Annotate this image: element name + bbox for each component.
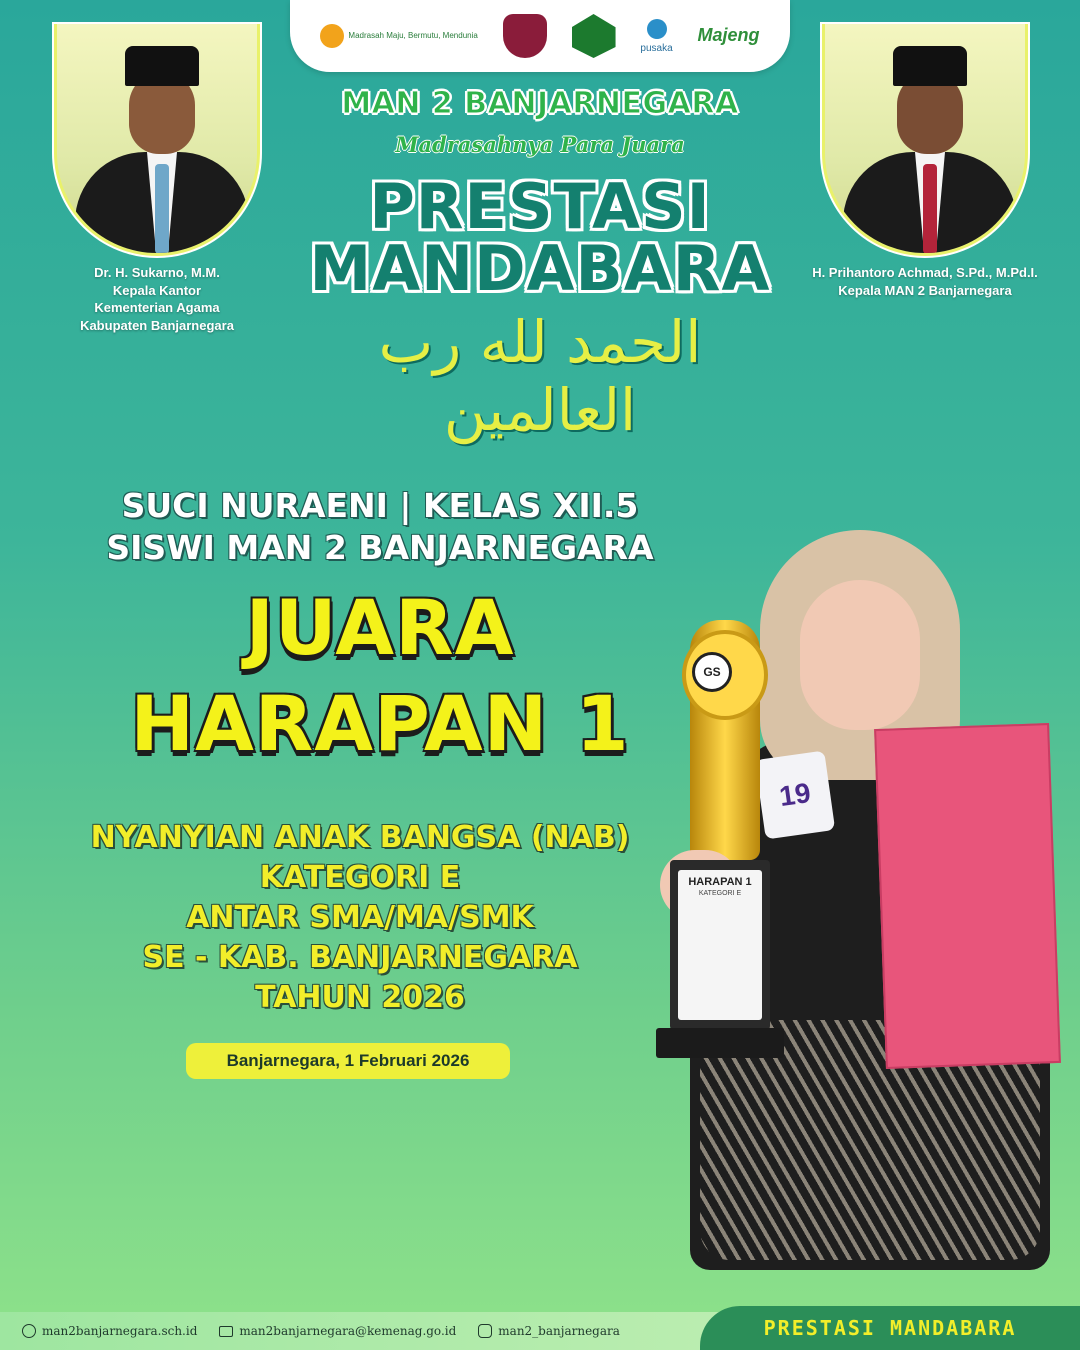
- official-right-caption: [795, 264, 1055, 299]
- man2-school-crest-logo: [503, 14, 547, 58]
- website-text: man2banjarnegara.sch.id: [42, 1324, 198, 1338]
- school-name: MAN 2 BANJARNEGARA: [341, 86, 739, 121]
- majeng-text: Majeng: [697, 25, 760, 46]
- trophy-foot: [656, 1028, 784, 1058]
- instagram-icon: [478, 1324, 492, 1338]
- event-line: ANTAR SMA/MA/SMK: [186, 900, 534, 935]
- instagram-text: man2_banjarnegara: [498, 1324, 620, 1338]
- student-name-class: SUCI NURAENI | KELAS XII.5: [121, 486, 639, 525]
- official-left-role: Kepala Kantor: [112, 282, 202, 298]
- official-left-role: Kementerian Agama: [94, 300, 220, 316]
- footer-instagram[interactable]: [478, 1324, 620, 1338]
- trophy-plate-sub: KATEGORI E: [698, 890, 742, 897]
- official-left: [52, 22, 262, 334]
- man2-school-crest-icon: [503, 14, 547, 58]
- official-left-caption: [42, 264, 272, 334]
- date-badge: Banjarnegara, 1 Februari 2026: [186, 1043, 510, 1079]
- arabic-calligraphy: الحمد لله رب العالمين: [378, 308, 702, 444]
- pusaka-logo: [640, 19, 672, 54]
- official-left-name: Dr. H. Sukarno, M.M.: [94, 265, 220, 280]
- student-photo: [630, 520, 1080, 1260]
- footer-email[interactable]: [219, 1324, 456, 1338]
- contestant-number-tag: 19: [755, 751, 835, 840]
- mail-icon: [219, 1326, 233, 1337]
- pusaka-text: pusaka: [640, 42, 673, 54]
- madrasah-maju-text: Madrasah Maju, Bermutu, Mendunia: [348, 30, 478, 40]
- tagline: Madrasahnya Para Juara: [395, 132, 685, 157]
- student-school: SISWI MAN 2 BANJARNEGARA: [106, 528, 654, 567]
- award-line1: JUARA: [245, 583, 515, 672]
- headline: [290, 170, 790, 305]
- majeng-logo: [698, 26, 760, 46]
- madrasah-maju-icon: [320, 24, 344, 48]
- student-face: [800, 580, 920, 730]
- headline-line2: MANDABARA: [309, 232, 771, 305]
- official-right-role: Kepala MAN 2 Banjarnegara: [838, 282, 1012, 298]
- event-details: [40, 818, 680, 1018]
- trophy-plate-title: HARAPAN 1: [688, 876, 752, 888]
- official-right: [812, 22, 1038, 299]
- email-text: man2banjarnegara@kemenag.go.id: [239, 1324, 457, 1338]
- award-line2: HARAPAN 1: [130, 679, 630, 768]
- event-line: NYANYIAN ANAK BANGSA (NAB): [90, 820, 630, 855]
- portrait-frame: [820, 22, 1030, 258]
- portrait-frame: [52, 22, 262, 258]
- event-line: SE - KAB. BANJARNEGARA: [142, 940, 578, 975]
- footer-website[interactable]: [22, 1324, 197, 1338]
- portrait-photo: [57, 24, 257, 253]
- official-left-role: Kabupaten Banjarnegara: [80, 317, 234, 333]
- official-right-name: H. Prihantoro Achmad, S.Pd., M.Pd.I.: [812, 265, 1038, 280]
- event-line: TAHUN 2026: [255, 980, 465, 1015]
- trophy-plate: [678, 870, 762, 1020]
- globe-icon: [22, 1324, 36, 1338]
- kemenag-logo: [572, 14, 616, 58]
- pusaka-icon: [647, 19, 667, 39]
- event-line: KATEGORI E: [259, 860, 461, 895]
- portrait-photo: [825, 24, 1025, 253]
- logo-strip: [290, 0, 790, 72]
- certificate-folder: [874, 723, 1061, 1069]
- footer-brand: PRESTASI MANDABARA: [700, 1306, 1080, 1350]
- madrasah-maju-logo: [320, 24, 477, 48]
- trophy-badge: GS: [692, 652, 732, 692]
- kemenag-emblem-icon: [572, 14, 616, 58]
- headline-line1: PRESTASI: [369, 170, 711, 243]
- footer: [0, 1312, 1080, 1350]
